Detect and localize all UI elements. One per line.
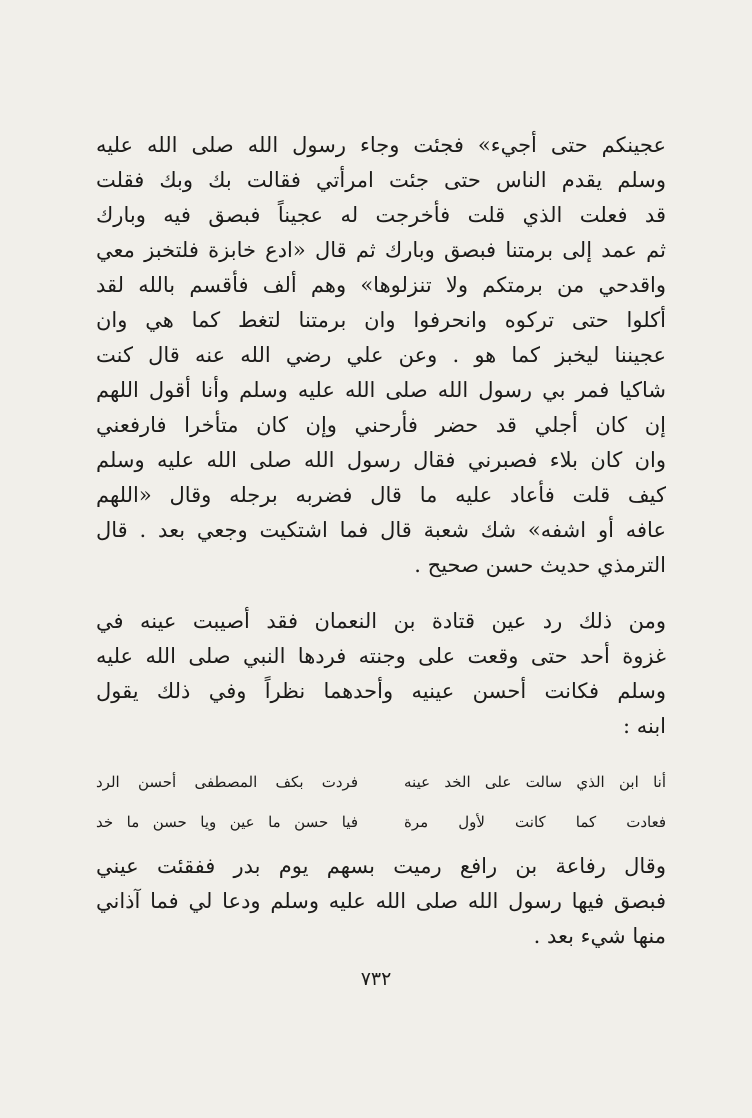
paragraph-line: كيف قلت فأعاد عليه ما قال فضربه برجله وقال «اللهم	[96, 483, 666, 507]
paragraph-line: فبصق فيها رسول الله صلى الله عليه وسلم ودعا لي فما آذاني	[96, 889, 666, 913]
paragraph-line: ومن ذلك رد عين قتادة بن النعمان فقد أصيبت عينه في	[96, 609, 666, 633]
page-number: ٧٣٢	[360, 968, 392, 990]
paragraph-line: شاكيا فمر بي رسول الله صلى الله عليه وسلم وأنا أقول اللهم	[96, 378, 666, 402]
poem-verse	[96, 802, 666, 842]
paragraph-line: عجيننا ليخبز كما هو . وعن علي رضي الله عنه قال كنت	[96, 343, 666, 367]
paragraph-line: وان كان بلاء فصبرني فقال رسول الله صلى الله عليه وسلم	[96, 448, 666, 472]
paragraph-line: منها شيء بعد .	[533, 924, 666, 948]
verse-first-hemistich: فعادت كما كانت لأول مرة	[404, 813, 666, 831]
verse-second-hemistich: فردت بكف المصطفى أحسن الرد	[96, 773, 358, 791]
paragraph-line: وقال رفاعة بن رافع رميت بسهم يوم بدر ففقئت عيني	[96, 854, 666, 878]
poem-verse	[96, 762, 666, 802]
paragraph-hadith-jabir-ali	[96, 128, 666, 583]
poem-verses	[96, 762, 666, 842]
paragraph-line: أكلوا حتى تركوه وانحرفوا وان برمتنا لتغط كما هي وان	[96, 308, 666, 332]
paragraph-line: قد فعلت الذي قلت فأخرجت له عجيناً فبصق فيه وبارك	[96, 203, 666, 227]
paragraph-line: الترمذي حديث حسن صحيح .	[414, 553, 666, 577]
verse-second-hemistich: فيا حسن ما عين ويا حسن ما خد	[96, 813, 358, 831]
paragraph-line: ثم عمد إلى برمتنا فبصق وبارك ثم قال «ادع خابزة فلتخبز معي	[96, 238, 666, 262]
paragraph-line: عافه أو اشفه» شك شعبة قال فما اشتكيت وجعي بعد . قال	[96, 518, 666, 542]
paragraph-qatada-eye	[96, 604, 666, 744]
verse-first-hemistich: أنا ابن الذي سالت على الخد عينه	[404, 773, 666, 791]
paragraph-line: وسلم فكانت أحسن عينيه وأحدهما نظراً وفي ذلك يقول	[96, 679, 666, 703]
paragraph-line: إن كان أجلي قد حضر فأرحني وإن كان متأخرا فارفعني	[96, 413, 666, 437]
paragraph-line: واقدحي من برمتكم ولا تنزلوها» وهم ألف فأقسم بالله لقد	[96, 273, 666, 297]
paragraph-line: عجينكم حتى أجيء» فجئت وجاء رسول الله صلى الله عليه	[96, 133, 666, 157]
paragraph-line: غزوة أحد حتى وقعت على وجنته فردها النبي صلى الله عليه	[96, 644, 666, 668]
paragraph-line: وسلم يقدم الناس حتى جئت امرأتي فقالت بك وبك فقلت	[96, 168, 666, 192]
paragraph-rifaa-eye	[96, 849, 666, 954]
paragraph-line: ابنه :	[622, 714, 666, 738]
